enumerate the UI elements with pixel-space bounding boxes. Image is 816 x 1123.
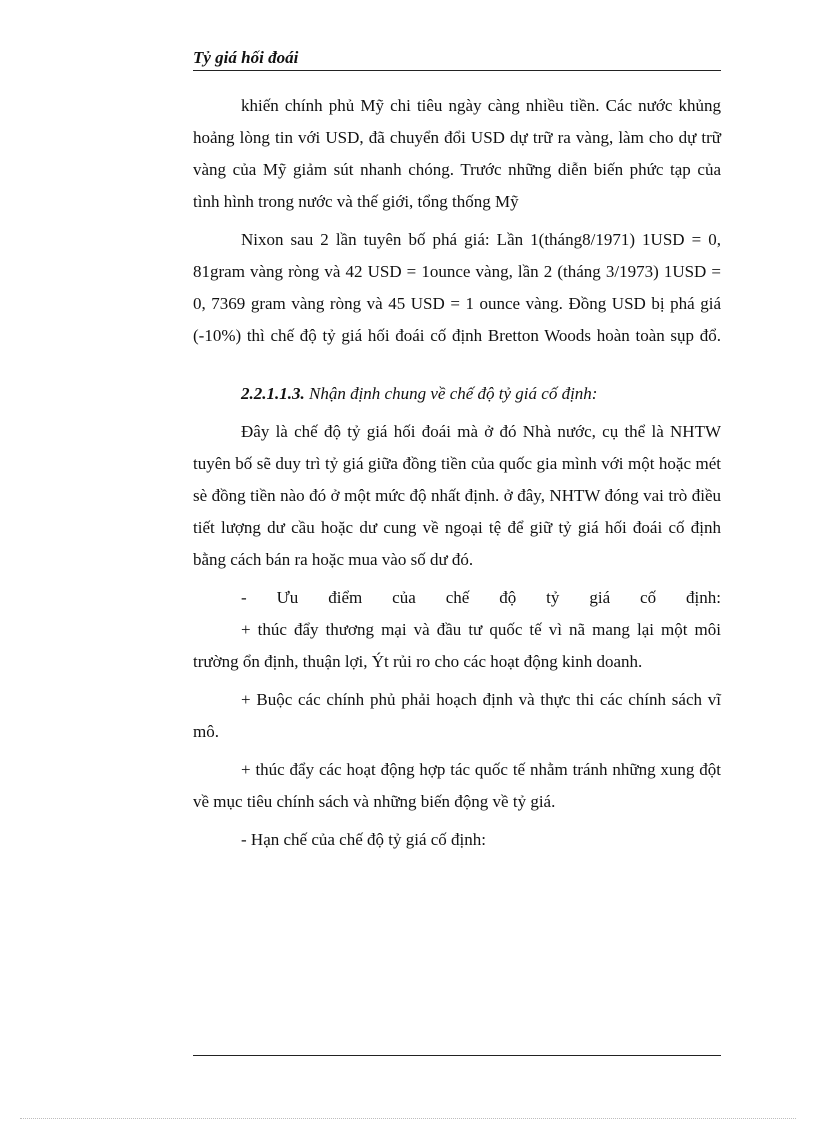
page-content <box>193 90 721 856</box>
paragraph-continuation: khiến chính phủ Mỹ chi tiêu ngày càng nhiều tiền. Các nước khủng hoảng lòng tin với USD, đã chuyển đổi USD dự trữ ra vàng, làm cho dự trữ vàng của Mỹ giảm sút nhanh chóng. Trước những diễn biến phức tạp của tình hình trong nước và thế giới, tổng thống Mỹ <box>193 96 721 211</box>
section-heading <box>241 378 721 410</box>
paragraph-nixon: Nixon sau 2 lần tuyên bố phá giá: Lần 1(tháng8/1971) 1USD = 0, 81gram vàng ròng và 42 USD = 1ounce vàng, lần 2 (tháng 3/1973) 1USD = 0, 7369 gram vàng ròng và 45 USD = 1 ounce vàng. Đồng USD bị phá giá (-10%) thì chế độ tỷ giá hối đoái cố định Bretton Woods hoàn toàn sụp đổ. <box>193 230 721 345</box>
section-number: 2.2.1.1.3. <box>241 384 305 403</box>
footer-divider <box>193 1055 721 1056</box>
advantage-item: + thúc đẩy thương mại và đầu tư quốc tế vì nã mang lại một môi trường ổn định, thuận lợi, Ýt rủi ro cho các hoạt động kinh doanh. <box>193 620 721 671</box>
advantages-heading: - Ưu điểm của chế độ tỷ giá cố định: <box>241 588 721 607</box>
paragraph-definition: Đây là chế độ tỷ giá hối đoái mà ở đó Nhà nước, cụ thể là NHTW tuyên bố sẽ duy trì tỷ giá giữa đồng tiền của quốc gia mình với một hoặc mét sè đồng tiền nào đó ở một mức độ nhất định. ở đây, NHTW đóng vai trò điều tiết lượng dư cầu hoặc dư cung về ngoại tệ để giữ tỷ giá hối đoái cố định bằng cách bán ra hoặc mua vào số dư đó. <box>193 422 721 569</box>
page-bottom-border <box>20 1118 796 1119</box>
header-divider <box>193 70 721 71</box>
limitations-heading: - Hạn chế của chế độ tỷ giá cố định: <box>241 830 486 849</box>
advantage-item: + Buộc các chính phủ phải hoạch định và thực thi các chính sách vĩ mô. <box>193 690 721 741</box>
advantage-item: + thúc đẩy các hoạt động hợp tác quốc tế nhằm tránh những xung đột về mục tiêu chính sách và những biến động về tỷ giá. <box>193 760 721 811</box>
page-header-title: Tỷ giá hối đoái <box>193 48 299 67</box>
section-title: Nhận định chung về chế độ tỷ giá cố định: <box>309 384 598 403</box>
